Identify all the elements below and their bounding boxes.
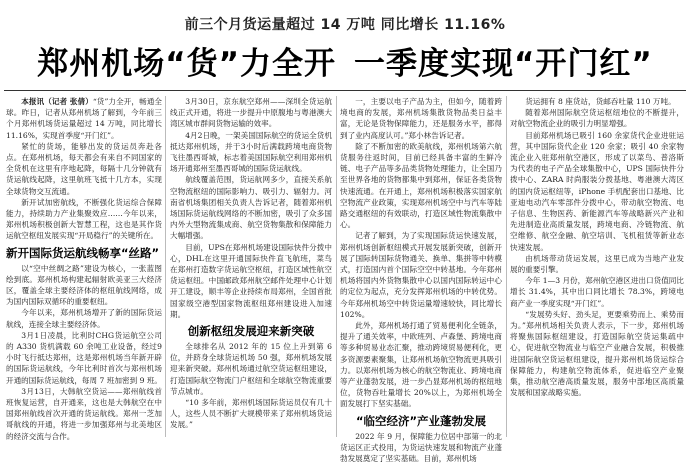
headline-part-1: 郑州机场“货”力全开 (37, 46, 336, 82)
section-heading-airport-economy: “临空经济”产业蓬勃发展 (355, 413, 487, 428)
column-4 (510, 96, 684, 437)
byline: 本报讯（记者 张倩） (21, 97, 93, 106)
column-divider (336, 96, 337, 437)
lead-paragraph: 本报讯（记者 张倩）“货”力全开，畅通全球。昨日，记者从郑州机场了解到，今年前三个月郑州机场货运量超过 14 万吨，同比增长 11.16%，实现首季度“开门红”。 (6, 97, 162, 140)
paragraph: 全球排名从 2012 年的 15 位上升到第 6 位，并跻身全球货运机场 50 强，郑州机场发展迎来新突破。郑州机场通过航空货运枢纽建设，打造国际航空物流门户枢纽和全球航空物流重要节点城市。 (170, 342, 332, 396)
column-divider (165, 96, 166, 437)
column-divider (506, 96, 507, 437)
paragraph: 今年以来，郑州机场增开了新的国际货运航线，连接全球主要经济体。 (6, 308, 162, 329)
article-subtitle: 前三个月货运量超过 14 万吨 同比增长 11.16% (184, 17, 506, 33)
paragraph: 货运拥有 8 座货站，货邮吞吐量 110 万吨。 (525, 97, 676, 106)
paragraph: 3月13日，大韩航空货运——郑州航线首班恢复运营，自开通来，这也是大韩航空在中国郑州航线首次开通的货运航线。郑州一芝加哥航线的开通，将进一步加强郑州与北美地区的经济交流与合作。 (6, 386, 162, 441)
paragraph: 今年 1—3 月份，郑州航空港区进出口货值同比增长 31.4%，其中出口同比增长 78.3%，跨境电商产业一季度实现“开门红”。 (510, 276, 684, 308)
column-3 (340, 96, 502, 464)
paragraph: 此外，郑州机场打通了贸易便利化全链条，提升了通关效率，中欧班列、卢森堡、跨境电商等多种贸易业态汇聚，推动跨境贸易便利化，更多资源要素聚集，让郑州机场航空物流更具吸引力。以郑州机场为核心的航空物流业、跨境电商等产业蓬勃发展，进一步凸显郑州机场的枢纽地位，货物吞吐量增长 20%以上，为郑州机场全面发展打下坚实基础。 (340, 321, 502, 409)
headline-part-2: 一季度实现“开门红” (354, 46, 653, 82)
headline-rule (4, 90, 686, 91)
column-1 (6, 96, 163, 441)
paragraph: 3月30日，京东航空郑州——深圳全货运航线正式开通，将进一步提升中原腹地与粤港澳大湾区城市群间货物运输的效率。 (170, 97, 332, 129)
paragraph: 3月1日凌晨，比利时CHG货运航空公司的 A330 货机满载 60 余吨工业设备，经过9小时飞行抵达郑州，这是郑州机场当年新开辟的国际货运航线，今年比利时首次与郑州机场开通的国际货运航线，每周 7 班加密到 9 班。 (6, 330, 163, 385)
paragraph: 航线覆盖范围，货运航网多少，直接关系航空物流枢纽的国际影响力、吸引力、辐射力。河南省机场集团相关负责人告诉记者，随着郑州机场国际货运航线网络的不断加密，吸引了众多国内外大型物流集成商、航空货物集散和保障能力大幅增强。 (170, 175, 332, 241)
paragraph: 记者了解到，为了实现国际货运快速发展，郑州机场创新枢纽模式开展发展新突破，创新开展了国际转国际货物通关、换单、集拼等中转模式，打造国内首个国际空空中转基地。今年郑州机场将国内外货物集散中心以国内国际转运中心的定位为起点，充分发挥郑州机场的中转优势。今年郑州机场空中转货运量增速较快，同比增长 102%。 (340, 231, 502, 319)
paragraph: 一，主要以电子产品为主，但如今，随着跨境电商的发展，郑州机场集散货物品类日益丰富，无论是货物保障能力，还是服务水平，都得到了业内高度认可。”郑小林告诉记者。 (340, 97, 502, 140)
article-headline (0, 38, 690, 83)
paragraph: 4月2日晚，一架美国国际航空的货运全货机抵达郑州机场，并于3小时后满载跨境电商货物飞往墨西哥城，标志着美国国际航空利用郑州机场开通郑州至墨西哥城的国际货运航线。 (170, 130, 332, 174)
column-2 (170, 96, 332, 437)
paragraph: 除了不断加密的欧美航线，郑州机场第六航货服务往返时间，目前已经具备丰富的生鲜冷链、电子产品等多品类货物处理能力，让全国乃至世界各地的货物都集中到郑州，保证各类货物快速流通。在开通上，郑州机场积极落实国家航空物流产业政策，实现郑州机场空中与汽车等陆路交通枢纽的有效联动，打造区域性物流集散中心。 (340, 141, 502, 230)
paragraph: “10 多年前，郑州机场国际货运员仅有几十人，这些人员不断扩大规模带来了郑州机场货运发展。” (170, 398, 332, 430)
paragraph: 随着郑州国际航空货运枢纽地位的不断提升，对航空物流企业的吸引力明显增强。 (510, 108, 684, 129)
paragraph: 紧忙的货场，能够出发的货运员奔赴各点。在郑州机场，每天都会有来自不同国家的全货机在这里有序地起降，每隔十几分钟就有货运航线起降，这里航班飞抵十几方本，实现全球货物交互流通。 (6, 141, 162, 196)
section-heading-hub-development: 创新枢纽发展迎来新突破 (187, 324, 315, 339)
paragraph: 由机场带动货运发展，这里已成为当地产业发展的重要引擎。 (510, 253, 684, 275)
paragraph: 以“空中丝绸之路”建设为核心，一张蓝图绘到底。郑州机场构建起辐射欧美亚三大经济区，覆盖全球主要经济体的枢纽航线网络，成为国内国际双循环的重要枢纽。 (6, 263, 162, 307)
paragraph: 目前郑州机场已吸引 160 余家货代企业进驻运营，其中国际货代企业 120 余家；吸引 40 余家物流企业入驻郑州航空港区，形成了以菜鸟、普洛斯为代表的电子产品全球集散中心，UPS 国际快件分拨中心、ZARA 时尚服装分拨基地、粤港澳大湾区的国内货运枢纽等，iPhone 手机配套出口基地、比亚迪电动汽车零部件分拨中心，带动航空物流、电子信息、生物医药、新能源汽车等战略新兴产业和先进制造业高质量发展，跨境电商、冷链物流、航空维修、航空金融、航空培训、飞机租赁等新业态快速发展。 (510, 130, 684, 252)
paragraph: 2022 年 9 月，保障能力位居中部第一的北货运区正式投用，为货运快速发展和物流产业蓬勃发展奠定了坚实基础。目前，郑州机场 (340, 431, 502, 464)
paragraph: 新开试加密航线，不断强化货运综合保障能力，持续助力产业集聚效应……今年以来，郑州机场积极创新大智慧工程，这也是其作货运航空枢纽发展实现“开局稳行”的关键所在。 (6, 197, 162, 241)
section-heading-new-routes: 新开国际货运航线畅享“丝路” (6, 245, 160, 260)
paragraph: 目前，UPS在郑州机场建设国际快件分拨中心，DHL在这里开通国际快件直飞航班，菜鸟在郑州打造数字货运航空枢纽，打造区域性航空货运枢纽。中国邮政郑州航空邮件处理中心计划开工建设，顺丰等企业持续布局郑州，全国首批国家级空港型国家物流枢纽郑州建设进入加速期。 (170, 242, 332, 319)
paragraph: “发展势头好、劲头足，更要乘势而上、乘势而为。”郑州机场相关负责人表示，下一步，郑州机场将聚焦国际枢纽建设，打造国际航空货运集疏中心，促进航空物流业与临空产业融合发展，积极推进国际航空货运枢纽建设，提升郑州机场货运综合保障能力，构建航空物流体系，促进临空产业聚集，推动航空港高质量发展，服务中部地区高质量发展和国家战略实施。 (510, 309, 684, 398)
